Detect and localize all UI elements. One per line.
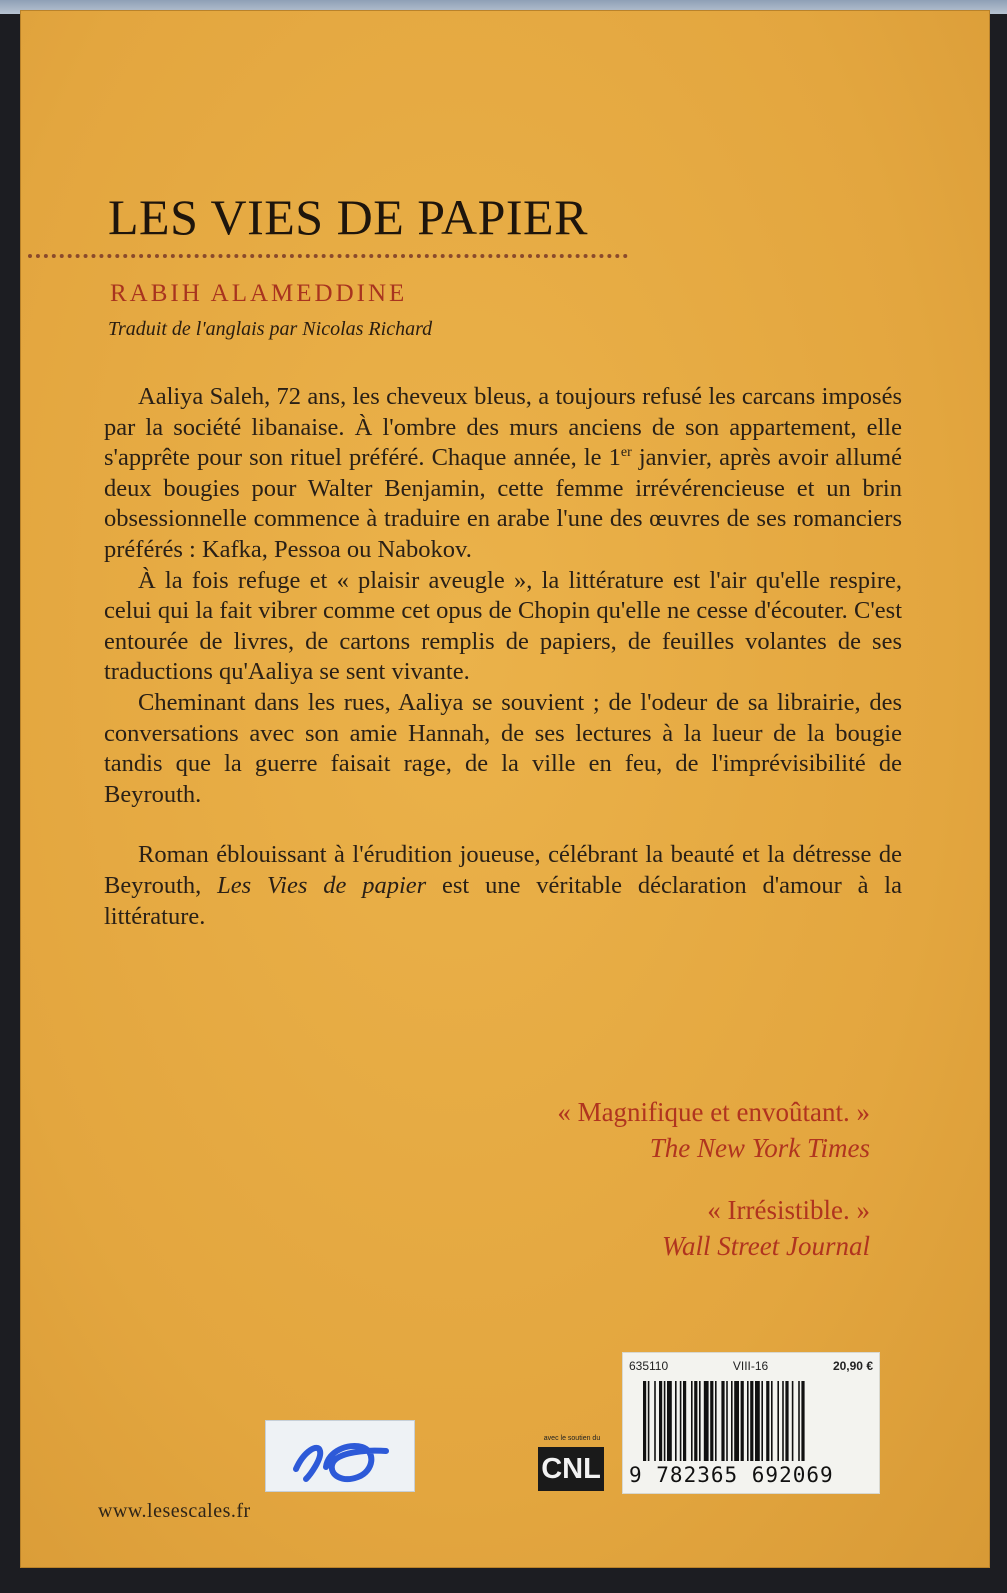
press-quote-2: « Irrésistible. » xyxy=(707,1195,870,1225)
barcode-bar xyxy=(747,1381,749,1461)
barcode-meta-row xyxy=(629,1359,873,1373)
barcode-bar xyxy=(654,1381,656,1461)
barcode-bar xyxy=(683,1381,686,1461)
barcode-date: VIII-16 xyxy=(732,1359,769,1373)
cnl-caption: avec le soutien du xyxy=(543,1435,601,1442)
barcode-icon xyxy=(643,1381,859,1461)
blurb-text xyxy=(104,382,902,932)
barcode-bar xyxy=(694,1381,697,1461)
barcode-bar xyxy=(667,1381,672,1461)
barcode-bar xyxy=(648,1381,650,1461)
barcode-bar xyxy=(680,1381,682,1461)
press-source-1: The New York Times xyxy=(649,1133,870,1163)
barcode-bar xyxy=(801,1381,804,1461)
blurb-paragraph-1 xyxy=(104,382,902,566)
barcode-label xyxy=(622,1352,880,1494)
cnl-logo xyxy=(538,1435,606,1493)
website-url: www.lesescales.fr xyxy=(98,1500,251,1522)
press-source-2: Wall Street Journal xyxy=(662,1231,870,1261)
book-title: LES VIES DE PAPIER xyxy=(108,189,588,245)
blurb-p1-part-a: Aaliya Saleh, 72 ans, les cheveux bleus, a toujours refusé les carcans imposés par la société libanaise. À l'ombre des murs anciens de son appartement, elle s'apprête pour son rituel préféré. Chaque année, le 1 xyxy=(104,383,902,472)
barcode-bar xyxy=(710,1381,713,1461)
barcode-bar xyxy=(755,1381,760,1461)
cnl-logo-text: CNL xyxy=(538,1447,604,1491)
barcode-bar xyxy=(715,1381,717,1461)
dotted-divider xyxy=(28,254,628,258)
barcode-bar xyxy=(721,1381,724,1461)
barcode-bar xyxy=(750,1381,753,1461)
barcode-bar xyxy=(731,1381,733,1461)
barcode-price: 20,90 € xyxy=(832,1359,873,1373)
barcode-bar xyxy=(675,1381,677,1461)
barcode-bar xyxy=(785,1381,788,1461)
barcode-bar xyxy=(761,1381,763,1461)
blurb-p4-part-a: Roman éblouissant à l'érudition joueuse, célébrant la beauté et la détresse de Beyrouth, xyxy=(104,841,902,899)
barcode-bar xyxy=(664,1381,666,1461)
barcode-bar xyxy=(691,1381,693,1461)
blurb-paragraph-4 xyxy=(104,840,902,932)
barcode-bar xyxy=(798,1381,800,1461)
barcode-bar xyxy=(704,1381,709,1461)
barcode-bar xyxy=(699,1381,701,1461)
barcode-bar xyxy=(777,1381,779,1461)
barcode-bar xyxy=(643,1381,646,1461)
barcode-bar xyxy=(766,1381,769,1461)
book-author: RABIH ALAMEDDINE xyxy=(110,280,408,307)
barcode-bar xyxy=(771,1381,773,1461)
blurb-p1-part-b: janvier, après avoir allumé deux bougies pour Walter Benjamin, cette femme irrévérencieuse et un brin obsessionnelle commence à traduire en arabe l'une des œuvres de ses romanciers préférés : Kafka, Pessoa ou Nabokov. xyxy=(104,444,902,563)
blurb-paragraph-2: À la fois refuge et « plaisir aveugle », la littérature est l'air qu'elle respire, celui qui la fait vibrer comme cet opus de Chopin qu'elle ne cesse d'écouter. C'est entourée de livres, de cartons remplis de papiers, de feuilles volantes de ses traductions qu'Aaliya se sent vivante. xyxy=(104,566,902,686)
handwritten-number-icon xyxy=(266,1421,414,1491)
book-translator: Traduit de l'anglais par Nicolas Richard xyxy=(108,318,433,340)
blurb-p4-part-b: est une véritable déclaration d'amour à la littérature. xyxy=(104,871,902,930)
barcode-bar xyxy=(659,1381,662,1461)
library-sticker xyxy=(265,1420,415,1492)
barcode-code: 635110 xyxy=(629,1359,669,1373)
book-back-cover xyxy=(20,10,990,1568)
blurb-p4-book-title: Les Vies de papier xyxy=(217,871,427,899)
barcode-bar xyxy=(782,1381,784,1461)
barcode-bar xyxy=(741,1381,744,1461)
barcode-bar xyxy=(792,1381,794,1461)
isbn-number: 9 782365 692069 xyxy=(629,1463,834,1487)
press-quote-1: « Magnifique et envoûtant. » xyxy=(557,1097,870,1127)
barcode-bar xyxy=(726,1381,728,1461)
blurb-paragraph-3: Cheminant dans les rues, Aaliya se souvient ; de l'odeur de sa librairie, des conversations avec son amie Hannah, de ses lectures à la lueur de la bougie tandis que la guerre faisait rage, de la ville en feu, de l'imprévisibilité de Beyrouth. xyxy=(104,688,902,808)
blurb-p1-superscript: er xyxy=(620,445,632,461)
barcode-bar xyxy=(734,1381,739,1461)
